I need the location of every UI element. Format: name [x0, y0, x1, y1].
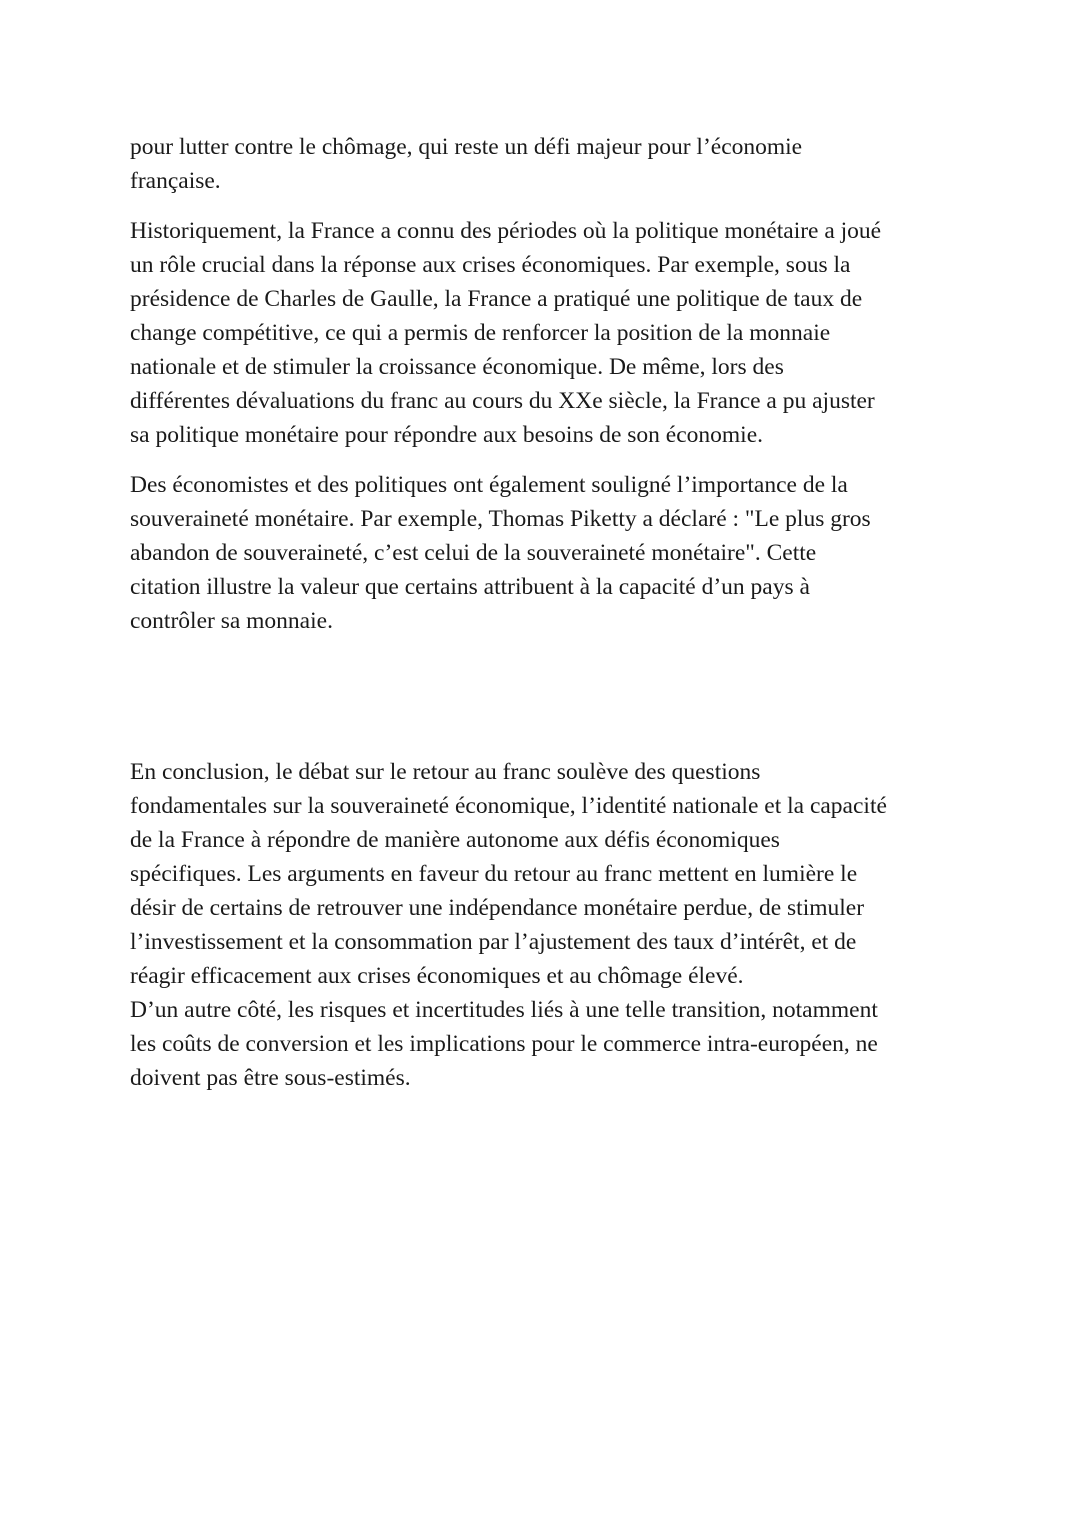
text-line: nationale et de stimuler la croissance économique. De même, lors des — [130, 354, 784, 380]
text-line: présidence de Charles de Gaulle, la France a pratiqué une politique de taux de — [130, 286, 863, 312]
text-line: Des économistes et des politiques ont également souligné l’importance de la — [130, 472, 848, 498]
text-line: les coûts de conversion et les implications pour le commerce intra-européen, ne — [130, 1031, 878, 1057]
text-line: l’investissement et la consommation par l’ajustement des taux d’intérêt, et de — [130, 929, 857, 955]
text-line: spécifiques. Les arguments en faveur du retour au franc mettent en lumière le — [130, 861, 858, 887]
text-line: Historiquement, la France a connu des périodes où la politique monétaire a joué — [130, 218, 882, 244]
text-line: de la France à répondre de manière autonome aux défis économiques — [130, 827, 780, 853]
text-line: française. — [130, 168, 221, 194]
text-line: fondamentales sur la souveraineté économique, l’identité nationale et la capacité — [130, 793, 887, 819]
paragraph-sovereignty — [130, 468, 871, 638]
text-line: contrôler sa monnaie. — [130, 608, 333, 634]
text-line: D’un autre côté, les risques et incertitudes liés à une telle transition, notamment — [130, 997, 878, 1023]
text-line: abandon de souveraineté, c’est celui de la souveraineté monétaire". Cette — [130, 540, 817, 566]
text-line: citation illustre la valeur que certains attribuent à la capacité d’un pays à — [130, 574, 810, 600]
text-line: sa politique monétaire pour répondre aux besoins de son économie. — [130, 422, 764, 448]
text-line: souveraineté monétaire. Par exemple, Thomas Piketty a déclaré : "Le plus gros — [130, 506, 871, 532]
text-line: doivent pas être sous-estimés. — [130, 1065, 411, 1091]
text-line: différentes dévaluations du franc au cours du XXe siècle, la France a pu ajuster — [130, 388, 875, 414]
text-line: En conclusion, le débat sur le retour au franc soulève des questions — [130, 759, 761, 785]
paragraph-history — [130, 214, 881, 452]
paragraph-unemployment — [130, 130, 802, 198]
text-line: réagir efficacement aux crises économiques et au chômage élevé. — [130, 963, 744, 989]
text-line: pour lutter contre le chômage, qui reste un défi majeur pour l’économie — [130, 134, 803, 160]
text-line: change compétitive, ce qui a permis de renforcer la position de la monnaie — [130, 320, 831, 346]
text-line: un rôle crucial dans la réponse aux crises économiques. Par exemple, sous la — [130, 252, 851, 278]
paragraph-conclusion — [130, 755, 887, 1095]
text-line: désir de certains de retrouver une indépendance monétaire perdue, de stimuler — [130, 895, 865, 921]
